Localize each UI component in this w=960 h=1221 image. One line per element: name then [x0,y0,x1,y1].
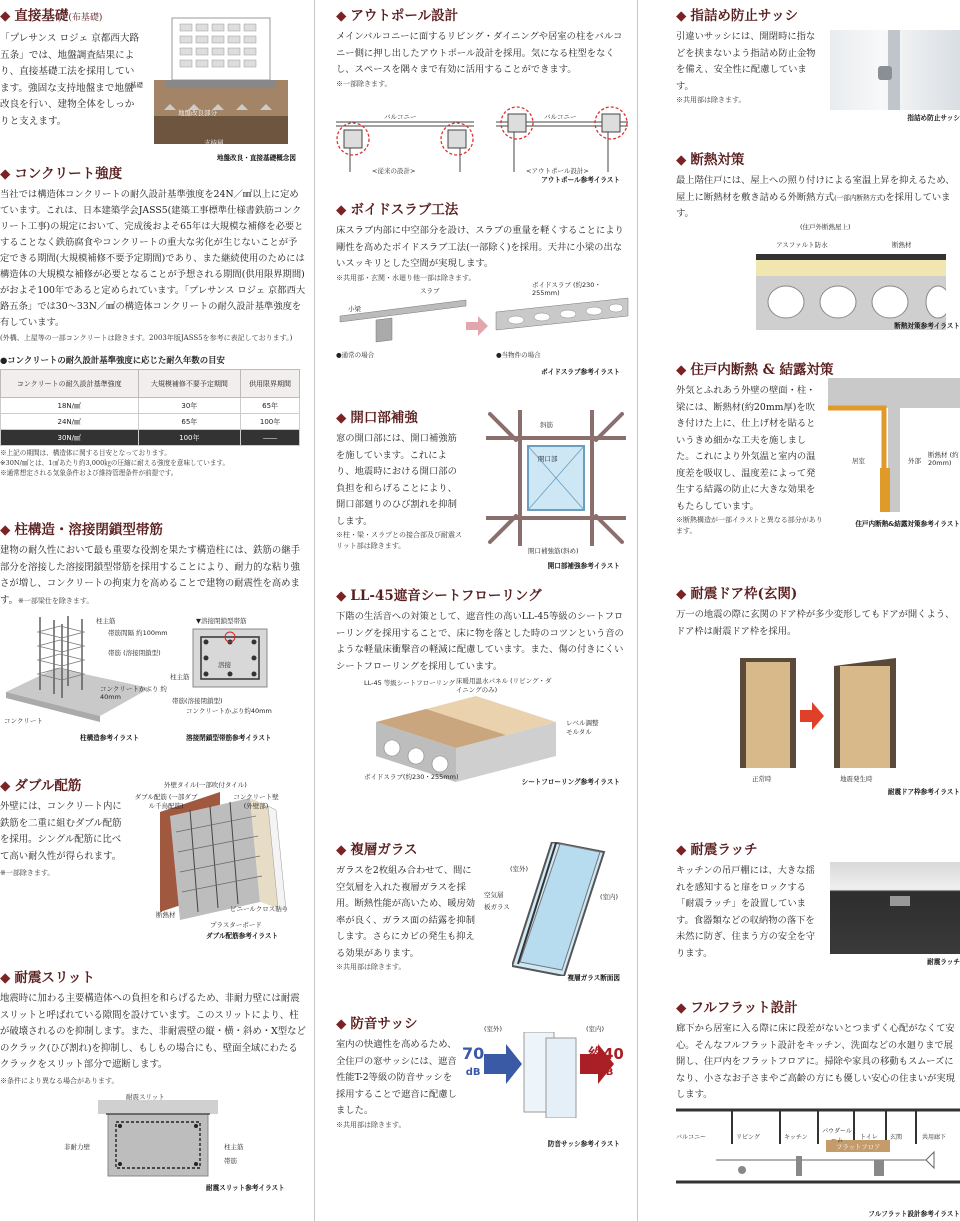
section-opening-reinforcement [336,410,630,570]
section-ll45-flooring [336,588,630,786]
section-title: ◆ コンクリート強度 [0,166,123,182]
label-kiso: 基礎 [130,81,143,89]
caption: ボイドスラブ参考イラスト [541,368,620,376]
section-full-flat [676,1000,960,1218]
table-header: 供用限界期間 [241,370,300,398]
caption: 地盤改良・直接基礎概念図 [216,154,296,162]
section-text: 下階の生活音への対策として、遮音性の高いLL-45等級のシートフローリングを採用することで、床に物を落とした時のコツンという音のような軽量床衝撃音の軽減に配慮しています。また、傷の付きにくいシートフローリングを採用しています。 [336,611,624,672]
table-header: 大規模補修不要予定期間 [138,370,241,398]
section-insulation [676,152,960,330]
column-left [0,0,308,1221]
section-double-glazing [336,842,630,982]
column-divider [637,0,638,1221]
section-seismic-door [676,586,960,796]
caption: 耐震ラッチ [927,958,960,966]
section-text: キッチンの吊戸棚には、大きな揺れを感知すると扉をロックする「耐震ラッチ」を設置しています。食器類などの収納物の落下を未然に防ぎ、住まう方の安全を守ります。 [676,865,816,959]
section-text: 室内の快適性を高めるため、全住戸の窓サッシには、遮音性能T-2等級の防音サッシを採用することで遮音に配慮しました。 [336,1039,457,1116]
section-title: ◆ 指詰め防止サッシ [676,8,799,24]
door-frame-illustration: 正常時 地震発生時 [736,658,956,784]
section-title: ◆ 断熱対策 [676,152,745,168]
seismic-slit-illustration: 耐震スリット 非耐力壁 柱主筋 帯筋 [60,1092,260,1182]
caption: 断熱対策参考イラスト [894,322,960,330]
table-row: 30N/㎟ 100年 ―― [1,430,300,446]
section-seismic-latch [676,842,960,966]
section-soundproof-sash [336,1016,630,1148]
welded-hoop-illustration: ▼溶接閉鎖型帯筋 溶接 柱主筋 帯筋(溶接閉鎖型) コンクリートかぶり約40mm [170,617,272,715]
column-illustration: 柱主筋 帯筋間隔 約100mm 帯筋 (溶接閉鎖型) コンクリートかぶり 約40mm コンクリート [4,617,168,725]
label-bearing-layer: 支持層 [204,139,224,147]
section-title: ◆ LL-45遮音シートフローリング [336,588,542,604]
double-rebar-illustration: 外壁タイル(一部吹付タイル) ダブル配筋 (一部ダブル千鳥配筋) コンクリート壁 (外壁部) 断熱材 ビニールクロス貼り プラスターボード [134,781,289,929]
section-text: 「プレサンス ロジェ 京都西大路五条」では、地盤調査結果により、直接基礎工法を採用しています。強固な支持地盤まで地盤改良を行い、建物全体をしっかりと支えます。 [0,33,140,127]
section-note: ※共用部は除きます。 [336,963,406,971]
section-title: ◆ 耐震スリット [0,970,95,986]
caption: 開口部補強参考イラスト [547,562,620,570]
section-concrete-strength [0,166,308,478]
section-text: 床スラブ内部に中空部分を設け、スラブの重量を軽くすることにより剛性を高めたボイドスラブ工法(一部除く)を採用。天井に小梁の出ないスッキリとした空間が実現します。 [336,225,624,269]
section-note: ※共用部は除きます。 [336,1120,406,1129]
section-text: 窓の開口部には、開口補強筋を施しています。これにより、地震時における開口部の負担を和らげることにより、開口部廻りのひび割れを抑制します。 [336,433,457,527]
section-text: メインバルコニーに面するリビング・ダイニングや居室の柱をバルコニー側に押し出したアウトポール設計を採用。気になる柱型をなくし、スペースを隅々まで有効に活用することができます。 [336,31,623,75]
section-title: ◆ 耐震ドア枠(玄関) [676,586,798,602]
section-direct-foundation [0,8,308,162]
table-title: ●コンクリートの耐久設計基準強度に応じた耐久年数の目安 [0,355,225,365]
section-text: 廊下から居室に入る際に床に段差がないとつまずく心配がなくて安心。そんなフルフラット設計をキッチン、洗面などの水廻りまで展開し、住戸内をフラットフロアに。掃除や家具の移動もスムーズになり、小さなお子さまやご高齢の方にも優しい安心の住まいが実現します。 [676,1023,955,1100]
durability-table [0,369,300,446]
section-note: (外構、上屋等の一部コンクリートは除きます。2003年版JASS5を参考に表記しております。) [0,334,293,342]
caption: ダブル配筋参考イラスト [206,932,279,940]
table-header: コンクリートの耐久設計基準強度 [1,370,139,398]
section-text: 外壁には、コンクリート内に鉄筋を二重に組むダブル配筋を採用。シングル配筋に比べて高い耐久性が得られます。※一部除きます。 [0,801,122,877]
column-divider [314,0,315,1221]
caption: アウトポール参考イラスト [541,176,620,184]
section-column-structure [0,522,308,742]
double-glazing-illustration: (室外) 空気層 板ガラス (室内) [484,842,630,982]
indoor-db-value: 約40 dB [588,1045,624,1078]
column-middle [322,0,630,1221]
caption: シートフローリング参考イラスト [521,778,620,786]
table-row: 24N/㎟ 65年 100年 [1,414,300,430]
outdoor-db-value: 70 dB [462,1044,485,1078]
section-note: ※条件により異なる場合があります。 [0,1076,119,1085]
caption: 複層ガラス断面図 [567,974,620,982]
outpole-illustration: バルコニー バルコニー <従来の設計> <アウトポール設計> [336,100,630,190]
section-text: 最上階住戸には、屋上への照り付けによる室温上昇を抑えるため、屋上に断熱材を敷き詰める外断熱方式(一部内断熱方式)を採用しています。 [676,175,955,219]
section-finger-guard-sash [676,8,960,122]
table-row: 18N/㎟ 30年 65年 [1,398,300,414]
section-text: 建物の耐久性において最も重要な役割を果たす構造柱には、鉄筋の継手部分を溶接した溶接閉鎖型帯筋を採用することにより、耐力的な粘り強さが増し、コンクリートの拘束力を高めることで建物の耐震性を高めます。※一部梁仕を除きます。 [0,545,301,606]
section-inner-insulation [676,362,960,537]
table-notes: ※上記の期間は、構造体に関する目安となっております。 ※30N/㎟とは、1㎠あたり約3,000㎏の圧縮に耐える強度を意味しています。 ※通常想定される気象条件および維持管理条件が前提です。 [0,449,230,477]
section-note: ※共用部は除きます。 [676,96,746,104]
caption: 溶接閉鎖型帯筋参考イラスト [186,734,272,742]
section-title: ◆ 柱構造・溶接閉鎖型帯筋 [0,522,163,538]
section-title: ◆ フルフラット設計 [676,1000,798,1016]
section-text: 外気とふれあう外壁の壁面・柱・梁には、断熱材(約20mm厚)を吹き付けた上に、仕上げ材を貼るというきめ細かな工夫を施しました。これにより外気温と室内の温度差を吸収し、温度差によって発生する結露の防止に大きな効果をもたらしています。 [676,385,816,512]
label-ground-improvement: 地盤改良部分 [178,109,217,117]
foundation-illustration [130,16,298,158]
section-text: ガラスを2枚組み合わせて、間に空気層を入れた複層ガラスを採用。断熱性能が高いため、暖房効率が良く、ガラス面の結露を抑制します。さらにカビの発生も抑える効果があります。 [336,865,476,959]
section-double-rebar [0,778,308,940]
section-title: ◆ 耐震ラッチ [676,842,758,858]
section-text: 引違いサッシには、開閉時に指などを挟まないよう指詰め防止金物を備え、安全性に配慮しています。 [676,31,816,92]
section-note: ※一部除きます。 [336,79,392,88]
caption: 柱構造参考イラスト [80,734,140,742]
caption: 耐震ドア枠参考イラスト [887,788,960,796]
flooring-illustration: LL-45 等級シートフローリング 床暖用温水パネル (リビング・ダイニングのみ) レベル調整 モルタル ボイドスラブ(約230・255mm) [364,677,599,781]
caption: 住戸内断熱&結露対策参考イラスト [855,520,960,528]
void-slab-illustration: スラブ 小梁 ボイドスラブ (約230・255mm) ●通常の場合 ●当物件の場合 [336,286,630,378]
opening-reinforcement-illustration: 斜筋 開口部 開口補強筋(斜め) [486,410,630,560]
section-note: ※柱・梁・スラブとの接合部及び耐震スリット部は除きます。 [336,531,462,550]
section-text: 地震時に加わる主要構造体への負担を和らげるため、非耐力壁には耐震スリットと呼ばれている隙間を設けています。このスリットにより、柱が破壊されるのを抑制します。また、非耐震壁の縦・横・斜め・X型などのクラック(ひび割れ)を抑制し、もしもの場合にも、壁面全域にわたるクラックをスリット部分で遮断します。 [0,993,306,1070]
section-title: ◆ 住戸内断熱 & 結露対策 [676,362,834,378]
caption: フルフラット設計参考イラスト [868,1210,960,1218]
full-flat-illustration: バルコニー リビング キッチン パウダールーム トイレ 玄関 共用廊下 フラットフロア [676,1104,960,1200]
caption: 防音サッシ参考イラスト [547,1140,620,1148]
caption: 耐震スリット参考イラスト [206,1184,285,1192]
section-note: ※断熱構造が一部イラストと異なる部分があります。 [676,516,823,535]
section-title: ◆ 防音サッシ [336,1016,418,1032]
section-title: ◆ ダブル配筋 [0,778,82,794]
section-title: ◆ アウトポール設計 [336,8,459,24]
section-title: ◆ 開口部補強 [336,410,418,426]
section-note: ※共用部・玄関・水廻り他一部は除きます。 [336,273,476,282]
finger-guard-photo [830,30,960,110]
caption: 指詰め防止サッシ [907,114,960,122]
section-outpole [336,8,630,184]
section-text: 当社では構造体コンクリートの耐久設計基準強度を24N／㎟以上に定めています。これは、日本建築学会JASS5(建築工事標準仕様書鉄筋コンクリート工事)の規定において、完成後およそ65年は大規模な補修を必要とすることなく鉄筋腐食やコンクリートの重大な劣化が生じないことが予定できる期間(大規模補修不要予定期間)であり、また継続使用のためには構造体の大規模な補修が必要となることが予想される期間(供用限界期間)がおよそ100年であると定められています。「プレサンス ロジェ 京都西大路五条」では30～33N／㎟の構造体コンクリートの耐久設計基準強度を有しています。 [0,189,306,328]
section-seismic-slit [0,970,308,1192]
roof-insulation-illustration: (住戸外断熱屋上) アスファルト防水 断熱材 [756,222,960,322]
section-title: ◆ ボイドスラブ工法 [336,202,459,218]
section-title: ◆ 複層ガラス [336,842,418,858]
wall-insulation-illustration: 居室 外部 断熱材 (約20mm) [828,378,960,518]
soundproof-sash-illustration: (室外) (室内) 70 dB 約40 dB [462,1032,630,1152]
section-text: 万一の地震の際に玄関のドア枠が多少変形してもドアが開くよう、ドア枠は耐震ドア枠を採用。 [676,609,955,637]
seismic-latch-photo [830,862,960,954]
section-title: ◆ 直接基礎(布基礎) [0,8,103,24]
column-right [652,0,960,1221]
section-void-slab [336,202,630,376]
